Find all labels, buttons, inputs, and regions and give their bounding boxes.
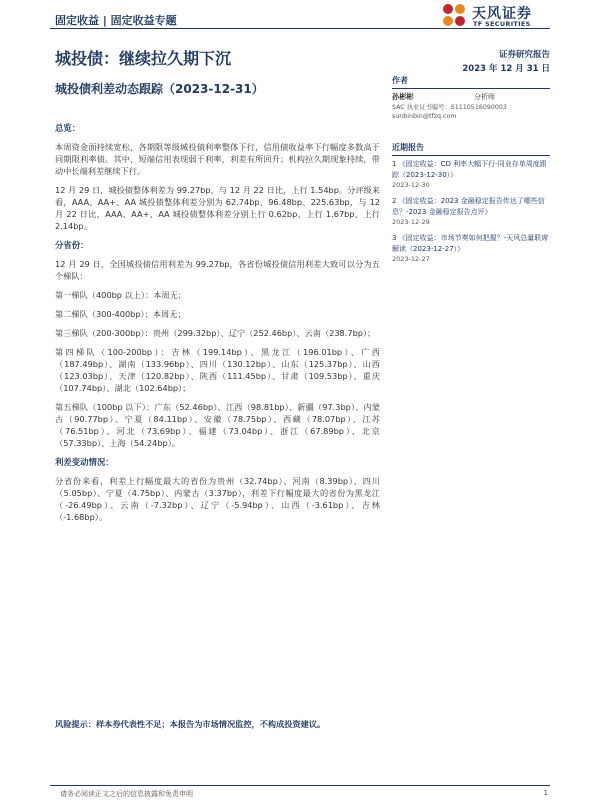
province-heading: 分省份： xyxy=(55,240,89,250)
main-column xyxy=(55,122,380,530)
summary-heading: 总览： xyxy=(55,123,81,133)
author-license: SAC 执业证书编号：S1110516090003 xyxy=(392,104,507,111)
author-row xyxy=(392,92,550,103)
report-date: 2023 年 12 月 31 日 xyxy=(462,64,550,74)
logo-text-cn: 天风证券 xyxy=(472,6,532,22)
author-role: 分析师 xyxy=(474,93,495,101)
tier-3: 第三梯队（200-300bp）：贵州（299.32bp）、辽宁（252.46bp）、云南（238.7bp）； xyxy=(55,328,376,338)
page-number: 1 xyxy=(543,789,548,797)
recent-report-item[interactable] xyxy=(392,233,550,264)
footer-disclaimer: 请务必阅读正文之后的信息披露和免责申明 xyxy=(60,790,193,798)
summary-paragraph-2: 12 月 29 日，城投债整体利差为 99.27bp，与 12 月 22 日比，上行 1.54bp。分评级来看，AAA、AA+、AA 城投债整体利差分别为 62.74bp、96.48bp、225.63bp，与 12 月 22 日比，AAA、AA+、AA 城投债整体利差分别上行 0.62bp、上行 1.67bp、上行 2.14bp。 xyxy=(55,185,380,231)
change-heading: 利差变动情况： xyxy=(55,457,114,467)
province-paragraph: 12 月 29 日，全国城投债信用利差为 99.27bp，各省份城投债信用利差大致可以分为五个梯队： xyxy=(55,259,380,281)
author-heading: 作者 xyxy=(392,76,550,89)
logo-text-en: TF SECURITIES xyxy=(473,20,531,28)
recent-report-item[interactable] xyxy=(392,196,550,227)
logo xyxy=(440,2,555,30)
recent-report-title[interactable]: 1 《固定收益：CD 利率大幅下行-同业存单周度跟踪（2023-12-30）》 xyxy=(392,160,547,179)
tier-5: 第五梯队（100bp 以下）：广东（52.46bp）、江西（98.81bp）、新疆（97.3bp）、内蒙古（90.77bp）、宁夏（84.11bp）、安徽（78.75bp）、西藏（78.07bp）、江苏（76.51bp）、河北（73.69bp）、福建（73.04bp）、浙江（67.89bp）、北京（57.33bp）、上海（54.24bp）。 xyxy=(55,402,380,448)
tf-logo-icon xyxy=(440,2,468,30)
report-type: 证券研究报告 xyxy=(498,50,550,60)
author-email[interactable]: sunbinbin@tfzq.com xyxy=(392,113,457,120)
recent-report-date: 2023-12-29 xyxy=(392,218,430,226)
recent-report-date: 2023-12-30 xyxy=(392,181,430,189)
recent-heading: 近期报告 xyxy=(392,143,550,156)
recent-report-item[interactable] xyxy=(392,159,550,190)
report-subtitle: 城投债利差动态跟踪（2023-12-31） xyxy=(55,82,264,96)
header-category: 固定收益 | 固定收益专题 xyxy=(55,14,177,27)
tier-2: 第二梯队（300-400bp）：本周无； xyxy=(55,309,186,319)
summary-paragraph-1: 本周资金面持续宽松，各期限等级城投债利率整体下行，信用债收益率下行幅度多数高于同期限利率债。其中，短端信用表现弱于利率，利差有所回升；机构拉久期现象持续，带动中长端利差继续下行。 xyxy=(55,142,380,176)
author-name: 孙彬彬 xyxy=(392,92,414,101)
recent-report-date: 2023-12-27 xyxy=(392,255,430,263)
change-paragraph: 分省份来看，利差上行幅度最大的省份为贵州（32.74bp）、河南（8.39bp）、四川（5.05bp）、宁夏（4.75bp）、内蒙古（3.37bp），利差下行幅度最大的省份为黑龙江（-26.49bp）、云南（-7.32bp）、辽宁（-5.94bp）、山西（-3.61bp）、吉林（-1.68bp）。 xyxy=(55,476,380,522)
footer-divider xyxy=(50,785,550,786)
sidebar xyxy=(392,76,550,270)
header-divider xyxy=(50,28,550,29)
recent-report-title[interactable]: 3 《固定收益：市场节奏如何把握？-天风总量联席解读（2023-12-27）》 xyxy=(392,234,549,253)
recent-report-title[interactable]: 2 《固定收益：2023 金融稳定报告传达了哪些信息？-2023 金融稳定报告点评》 xyxy=(392,197,545,216)
report-title: 城投债：继续拉久期下沉 xyxy=(55,49,232,68)
tier-4: 第四梯队（100-200bp）：吉林（199.14bp）、黑龙江（196.01bp）、广西（187.49bp）、湖南（133.96bp）、四川（130.12bp）、山东（125.37bp）、山西（123.03bp）、天津（120.82bp）、陕西（111.45bp）、甘肃（109.53bp）、重庆（107.74bp）、湖北（102.64bp）； xyxy=(55,347,380,393)
risk-warning: 风险提示：样本券代表性不足；本报告为市场情况监控，不构成投资建议。 xyxy=(55,719,326,729)
tier-1: 第一梯队（400bp 以上）：本周无； xyxy=(55,290,186,300)
